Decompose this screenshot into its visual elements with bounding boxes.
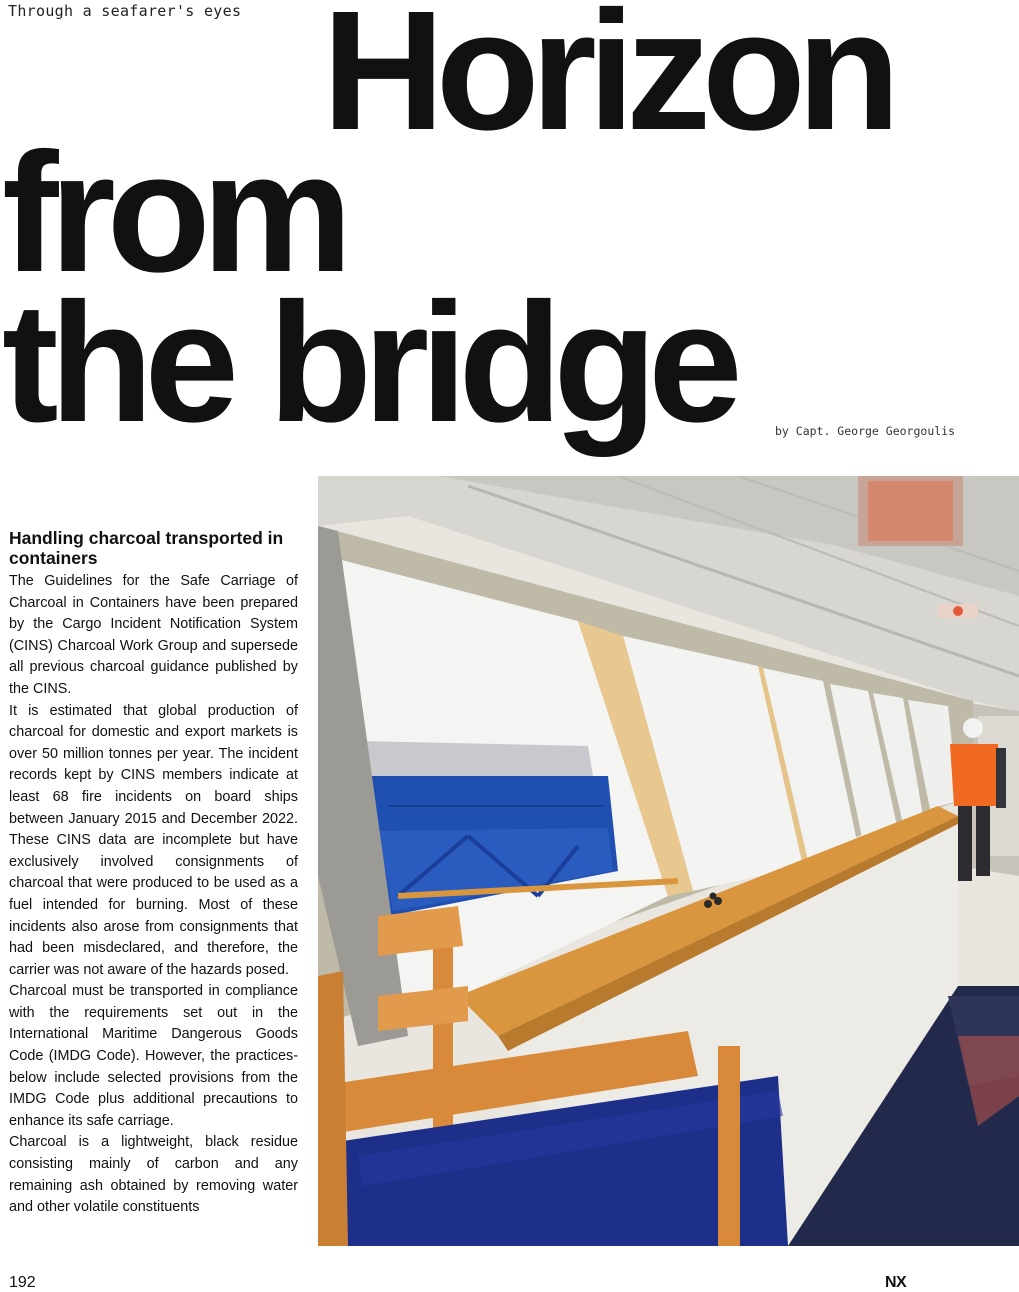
article-column xyxy=(9,528,298,1219)
safety-vest xyxy=(950,744,1000,806)
article-heading: Handling charcoal transported in containers xyxy=(9,528,284,568)
publication-logo: NX xyxy=(885,1274,907,1291)
article-paragraph: Charcoal must be transported in compliance with the requirements set out in the International Maritime Dangerous Goods Code (IMDG Code). However, the practices-below include selected provisions from the IMDG Code plus additional precautions to enhance its safe carriage. xyxy=(9,983,298,1129)
section-kicker: Through a seafarer's eyes xyxy=(8,2,242,20)
hardhat xyxy=(963,718,983,738)
bridge-photo xyxy=(318,476,1019,1246)
title-line-2: from xyxy=(2,118,344,308)
article-paragraph: The Guidelines for the Safe Carriage of Charcoal in Containers have been prepared by the Cargo Incident Notification System (CINS) Charcoal Work Group and supersede all previous charcoal guidance published by the CINS. xyxy=(9,573,298,697)
title-line-3: the bridge xyxy=(2,268,734,458)
byline: by Capt. George Georgoulis xyxy=(775,424,956,438)
article-paragraph: It is estimated that global production of charcoal for domestic and export markets is over 50 million tonnes per year. The incident records kept by CINS members indicate at least 68 fire incidents on board ships between January 2015 and December 2022. These CINS data are incomplete but have exclusively involved consignments of charcoal that were produced to be used as a fuel intended for burning. Most of these incidents also arose from consignments that had been misdeclared, and therefore, the carrier was not aware of the hazards posed. xyxy=(9,702,298,978)
page-number: 192 xyxy=(9,1274,36,1291)
article-paragraph: Charcoal is a lightweight, black residue consisting mainly of carbon and any remaining ash obtained by removing water and other volatile constituents xyxy=(9,1134,298,1216)
title-line-1: Horizon xyxy=(322,0,892,166)
